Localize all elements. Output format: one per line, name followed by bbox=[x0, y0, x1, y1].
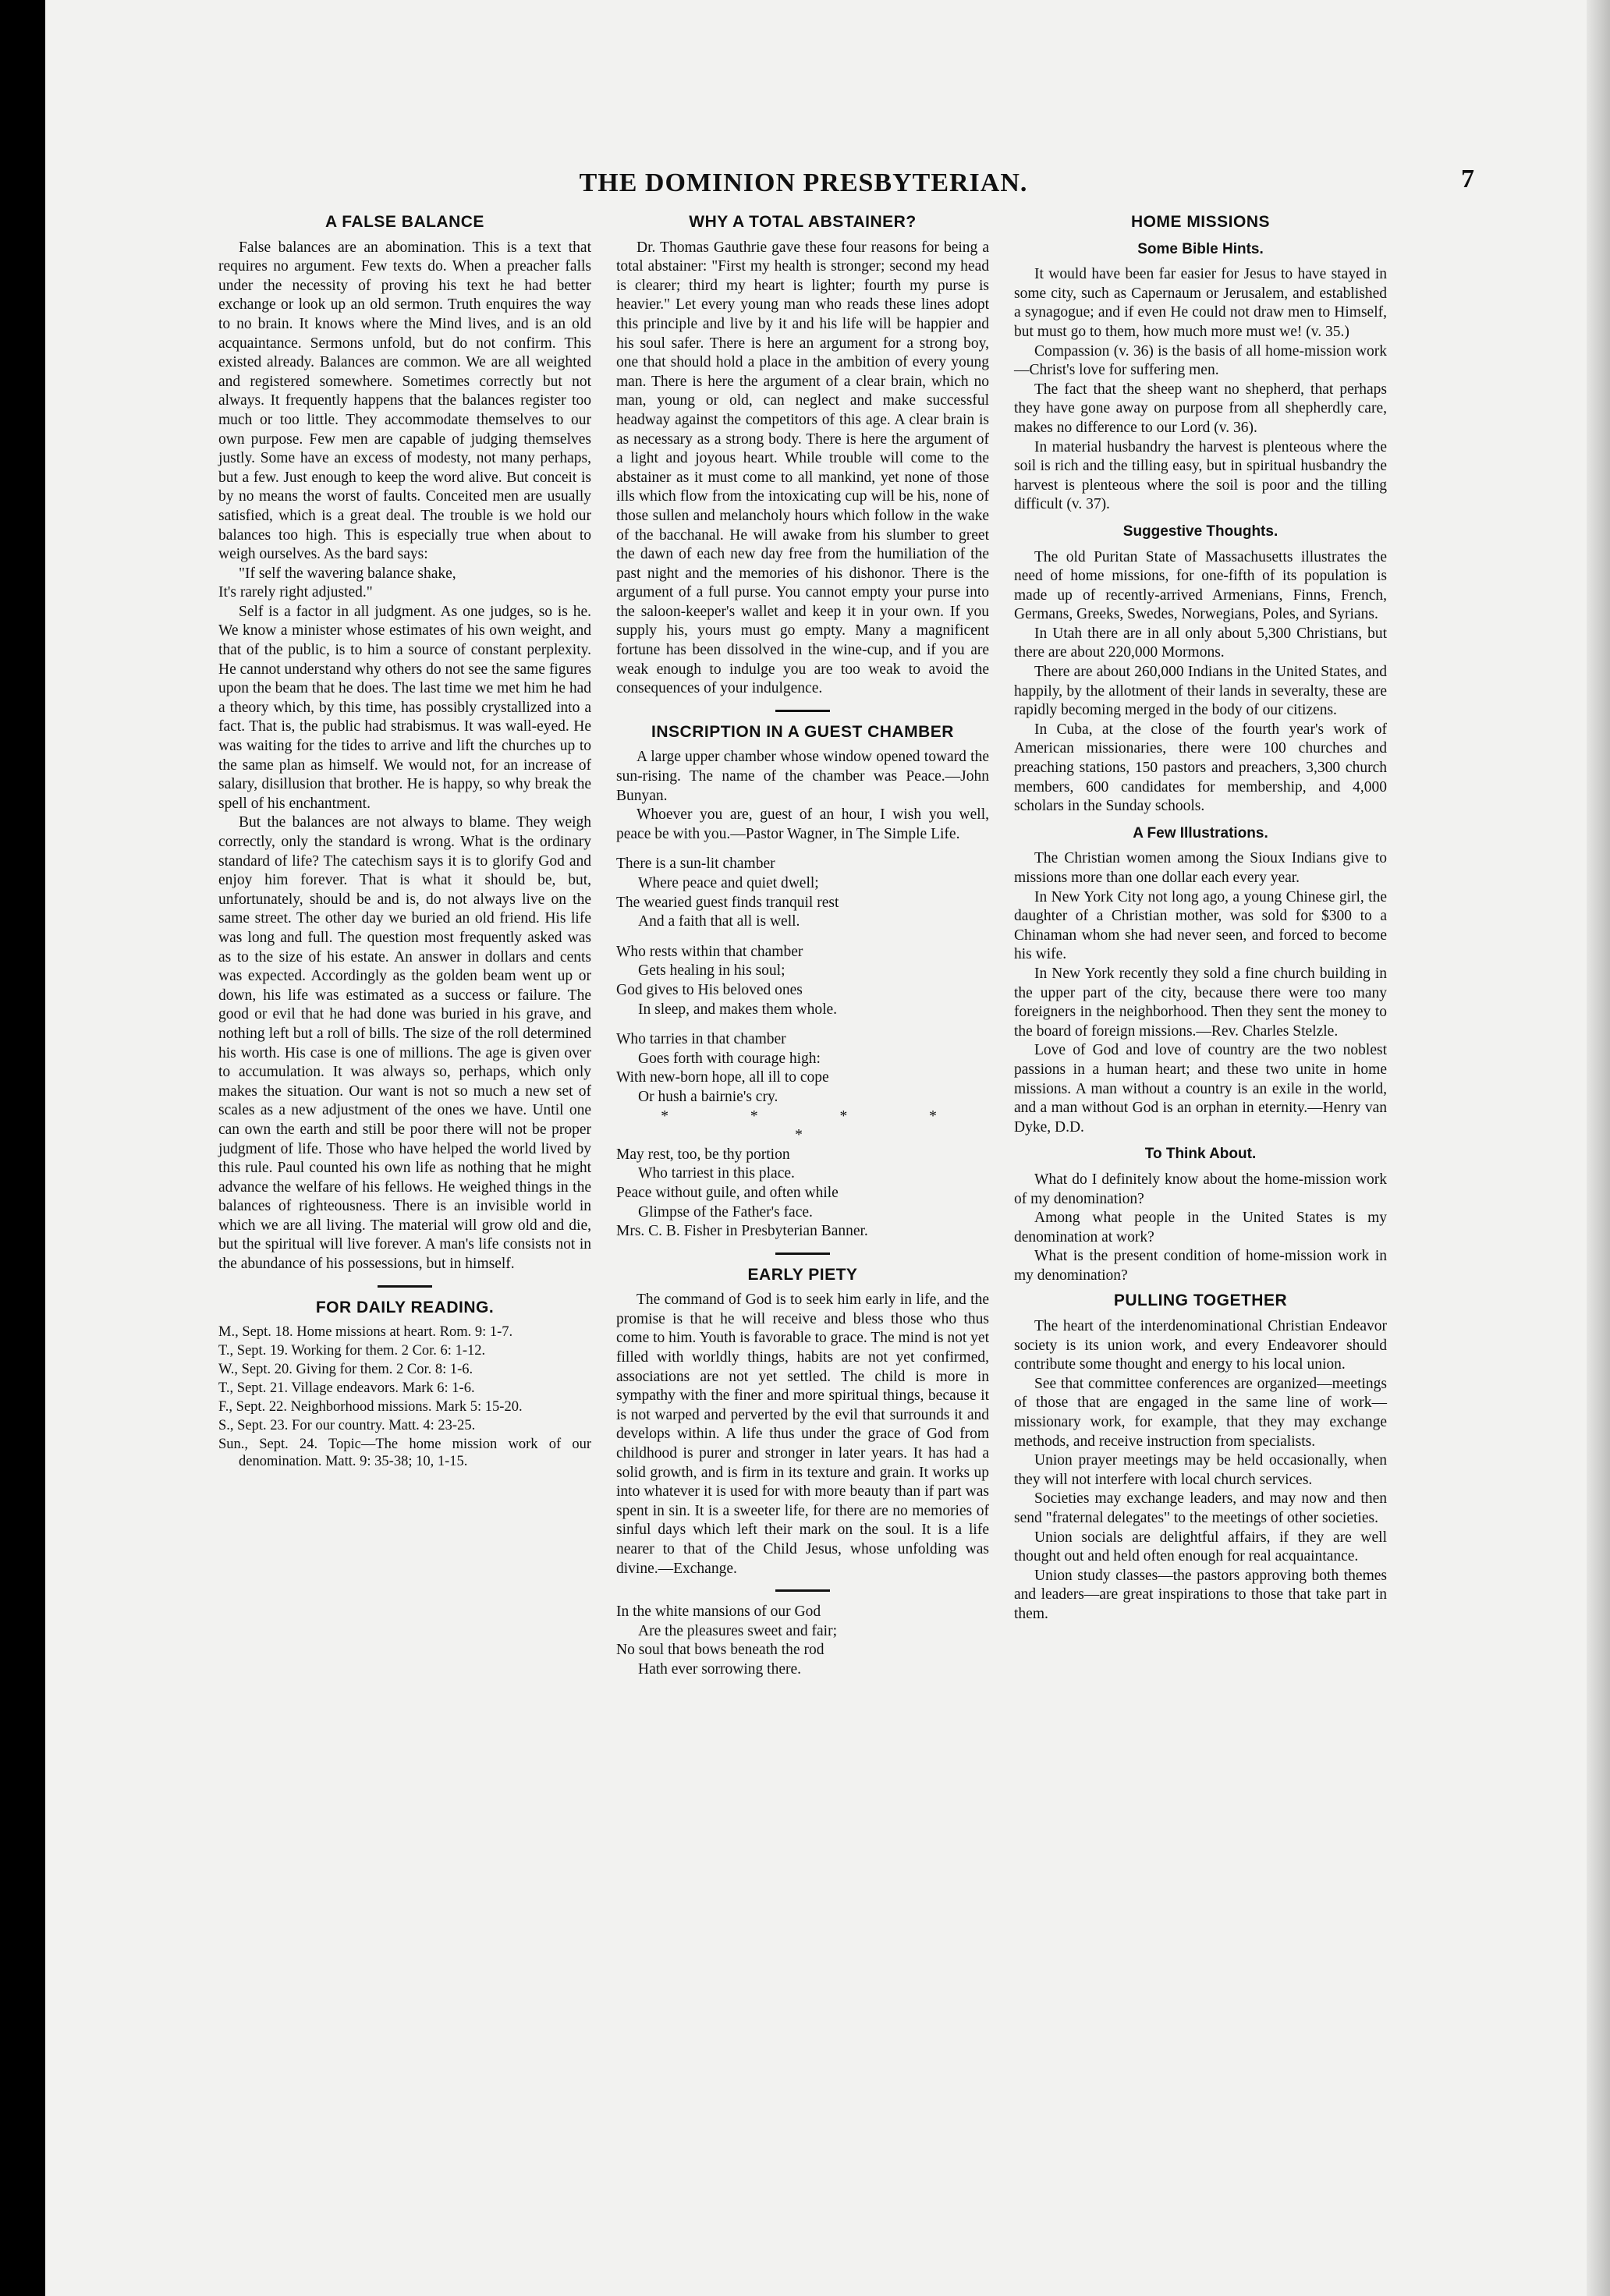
bible-hint-paragraph: In material husbandry the harvest is plenteous where the soil is rich and the tilling easy, but in spiritual husbandry the harvest is plenteous where the soil is poor and the tilling difficult (v. 37). bbox=[1014, 438, 1387, 513]
false-balance-heading: A FALSE BALANCE bbox=[325, 213, 484, 231]
bible-hints-heading: Some Bible Hints. bbox=[1137, 240, 1264, 257]
publication-title: THE DOMINION PRESBYTERIAN. bbox=[579, 168, 1028, 197]
illustration-paragraph: In New York recently they sold a fine church building in the upper part of the city, because there were too many foreigners in the neighborhood. Then they sent the money to the board of foreign missions.—Rev. Charles Stelzle. bbox=[1014, 965, 1387, 1040]
poem-line: And a faith that all is well. bbox=[638, 913, 800, 930]
reading-row: T., Sept. 19. Working for them. 2 Cor. 6: 1-12. bbox=[218, 1343, 486, 1359]
inscription-poem bbox=[616, 855, 989, 1241]
abstainer-heading: WHY A TOTAL ABSTAINER? bbox=[689, 213, 917, 231]
poem-line: Glimpse of the Father's face. bbox=[638, 1203, 813, 1221]
suggestive-paragraph: There are about 260,000 Indians in the United States, and happily, by the allotment of their lands in severalty, these are rapidly becoming merged in the body of our citizens. bbox=[1014, 664, 1387, 719]
daily-reading-list bbox=[218, 1323, 591, 1470]
poem-line: Goes forth with courage high: bbox=[638, 1050, 821, 1067]
reading-row: Sun., Sept. 24. Topic—The home mission work of our denomination. Matt. 9: 35-38; 10, 1-15. bbox=[218, 1437, 591, 1470]
pulling-together-paragraph: Union socials are delightful affairs, if they are well thought out and held often enough for real acquaintance. bbox=[1014, 1529, 1387, 1565]
reading-row: W., Sept. 20. Giving for them. 2 Cor. 8: 1-6. bbox=[218, 1362, 473, 1378]
reading-row: M., Sept. 18. Home missions at heart. Rom. 9: 1-7. bbox=[218, 1324, 513, 1341]
pulling-together-paragraph: Societies may exchange leaders, and may now and then send "fraternal delegates" to the meetings of other societies. bbox=[1014, 1490, 1387, 1526]
pulling-together-paragraph: The heart of the interdenominational Christian Endeavor society is its union work, and every Endeavorer should contribute some thought and energy to his local union. bbox=[1014, 1318, 1387, 1373]
reading-row: T., Sept. 21. Village endeavors. Mark 6: 1-6. bbox=[218, 1380, 475, 1397]
think-about-question: Among what people in the United States is my denomination at work? bbox=[1014, 1210, 1387, 1245]
suggestive-paragraph: The old Puritan State of Massachusetts illustrates the need of home missions, for one-fifth of its population is made up of recently-arrived Armenians, Finns, French, Germans, Greeks, Swedes, Norwegians, Poles, and Syrians. bbox=[1014, 548, 1387, 623]
suggestive-paragraph: In Cuba, at the close of the fourth year's work of American missionaries, there were 100 churches and preaching stations, 150 pastors and preachers, 3,300 church members, 600 candidates for membership, and 4,000 scholars in the Sunday schools. bbox=[1014, 721, 1387, 815]
false-balance-paragraph: Self is a factor in all judgment. As one judges, so is he. We know a minister whose estimates of his own weight, and that of the public, is to him a source of constant perplexity. He cannot understand why others do not see the same figures upon the beam that he does. The last time we met him he had a theory which, by this time, has possibly crystallized into a fact. That is, the public had strabismus. It was wall-eyed. He was waiting for the tides to arrive and lift the churches up to the same plan as himself. We would not, for an increase of salary, disillusion that brother. He is happy, so why break the spell of his enchantment. bbox=[218, 603, 591, 812]
poem-line: Gets healing in his soul; bbox=[638, 962, 785, 980]
column-2 bbox=[616, 207, 989, 1680]
poem-line: Where peace and quiet dwell; bbox=[638, 875, 819, 891]
bible-hint-paragraph: It would have been far easier for Jesus to have stayed in some city, such as Capernaum or Jerusalem, and established a synagogue; and if even He could not draw men to Himself, but must go to them, how much more must we! (v. 35.) bbox=[1014, 266, 1387, 340]
poem-line: Who rests within that chamber bbox=[616, 943, 803, 960]
section-divider bbox=[775, 710, 830, 712]
quote-line: It's rarely right adjusted." bbox=[218, 584, 373, 601]
scan-left-margin bbox=[0, 0, 45, 2296]
illustrations-heading: A Few Illustrations. bbox=[1133, 824, 1268, 842]
bard-quote bbox=[218, 565, 591, 603]
suggestive-thoughts-heading: Suggestive Thoughts. bbox=[1122, 523, 1278, 540]
false-balance-paragraph: But the balances are not always to blame. They weigh correctly, only the standard is wrong. What is the ordinary standard of life? The catechism says it is to glorify God and enjoy him forever. That is what it should be, but, unfortunately, should be and is, do not always live on the same street. The other day we buried an old friend. His life was long and full. The question most frequently asked was as to the size of his estate. An answer in dollars and cents was expected. Accordingly as the golden beam went up or down, his life was estimated as a success or failure. The good or evil that he had done was buried in his grave, and nothing left but a roll of bills. The size of the roll determined his worth. His case is one of millions. The age is given over to accumulation. It was always so, perhaps, which only makes the situation. Our want is not so much a new set of scales as a new adjustment of the ones we have. Until one can own the earth and still be poor there will not be proper judgment of life. Those who have helped the world lived by this rule. Paul counted his own life as nothing that he might advance the welfare of his fellows. He weighed things in the balances of righteousness. There is an invisible world in which we are all living. The material will grow old and die, but the spiritual will live forever. A man's life consists not in the abundance of his possessions, but in himself. bbox=[218, 814, 591, 1273]
poem-line: The wearied guest finds tranquil rest bbox=[616, 894, 839, 911]
column-1 bbox=[218, 207, 591, 1472]
poem-line: There is a sun-lit chamber bbox=[616, 856, 775, 873]
poem-line: Who tarriest in this place. bbox=[638, 1165, 795, 1182]
pulling-together-heading: PULLING TOGETHER bbox=[1113, 1292, 1288, 1310]
poem-line: May rest, too, be thy portion bbox=[616, 1146, 790, 1163]
quote-line: "If self the wavering balance shake, bbox=[239, 565, 456, 582]
verse-line: In the white mansions of our God bbox=[616, 1603, 821, 1621]
illustration-paragraph: Love of God and love of country are the two noblest passions in a human heart; and these two unite in home missions. A man without a country is an exile in the world, and a man without God is an orphan in eternity.—Henry van Dyke, D.D. bbox=[1014, 1042, 1387, 1136]
section-divider bbox=[775, 1589, 830, 1592]
inscription-intro: A large upper chamber whose window opened toward the sun-rising. The name of the chamber was Peace.—John Bunyan. bbox=[616, 749, 989, 804]
poem-line: Who tarries in that chamber bbox=[616, 1031, 786, 1048]
poem-line: Peace without guile, and often while bbox=[616, 1184, 839, 1201]
reading-row: S., Sept. 23. For our country. Matt. 4: 23-25. bbox=[218, 1418, 476, 1434]
scan-right-edge bbox=[1587, 0, 1610, 2296]
bible-hint-paragraph: Compassion (v. 36) is the basis of all home-mission work—Christ's love for suffering men. bbox=[1014, 342, 1387, 379]
column-3 bbox=[1014, 207, 1387, 1625]
pulling-together-paragraph: Union prayer meetings may be held occasionally, when they will not interfere with local church services. bbox=[1014, 1452, 1387, 1488]
suggestive-paragraph: In Utah there are in all only about 5,300 Christians, but there are about 220,000 Mormons. bbox=[1014, 625, 1387, 661]
false-balance-paragraph: False balances are an abomination. This is a text that requires no argument. Few texts do. When a preacher falls under the necessity of proving his text he had better exchange or look up an old sermon. Truth enquires the way to no brain. It knows where the Mind lives, and is an old acquaintance. Sermons unfold, but do not confirm. This existed already. Balances are common. We are all weighted and registered somewhere. Sometimes correctly but not always. It frequently happens that the balances register too much or too little. They accommodate themselves to our own purpose. Few men are capable of judging themselves justly. Some have an excess of modesty, not many perhaps, but a few. Just enough to keep the word alive. But conceit is by no means the worst of faults. Conceited men are usually satisfied, which is a great deal. The trouble is we hold our balances too high. This is especially true when about to weigh ourselves. As the bard says: bbox=[218, 239, 591, 563]
bible-hint-paragraph: The fact that the sheep want no shepherd, that perhaps they have gone away on purpose from all shepherdly care, makes no difference to our Lord (v. 36). bbox=[1014, 381, 1387, 436]
pulling-together-paragraph: See that committee conferences are organized—meetings of those that are engaged in the same line of work—missionary work, for example, that they may exchange methods, and receive instruction from specialists. bbox=[1014, 1375, 1387, 1450]
abstainer-paragraph: Dr. Thomas Gauthrie gave these four reasons for being a total abstainer: "First my health is stronger; second my head is clearer; third my heart is lighter; fourth my purse is heavier." Let every young man who reads these lines adopt this principle and live by it and his life will be happier and his soul safer. There is here an argument for a strong boy, one that should hold a place in the ambition of every young man. There is here the argument of a clear brain, which no man, young or old, can neglect and make successful headway against the competitors of this age. A clear brain is as necessary as a strong body. There is here the argument of a light and joyous heart. While trouble will come to the abstainer as it must come to all mankind, yet none of those ills which flow from the intoxicating cup will be his, none of those sullen and melancholy hours which follow in the wake of the bacchanal. He will awake from his slumber to greet the dawn of each new day free from the humiliation of the past night and the memories of his dishonor. There is the argument of a full purse. You cannot empty your purse into the saloon-keeper's wallet and keep it in your own. If you supply his, yours must go empty. Many a magnificent fortune has been dissolved in the wine-cup, and if you are weak enough to indulge you are too weak to avoid the consequences of your indulgence. bbox=[616, 239, 989, 697]
daily-reading-heading: FOR DAILY READING. bbox=[315, 1298, 495, 1316]
closing-verse bbox=[616, 1603, 989, 1679]
newspaper-page bbox=[218, 160, 1474, 2203]
early-piety-heading: EARLY PIETY bbox=[747, 1265, 858, 1284]
home-missions-heading: HOME MISSIONS bbox=[1130, 213, 1271, 231]
reading-row: F., Sept. 22. Neighborhood missions. Mark 5: 15-20. bbox=[218, 1399, 523, 1416]
think-about-heading: To Think About. bbox=[1144, 1146, 1257, 1163]
think-about-question: What is the present condition of home-mission work in my denomination? bbox=[1014, 1248, 1387, 1284]
poem-line: In sleep, and makes them whole. bbox=[638, 1001, 838, 1018]
verse-line: Hath ever sorrowing there. bbox=[638, 1660, 802, 1678]
masthead bbox=[218, 160, 1474, 207]
poem-line: Or hush a bairnie's cry. bbox=[638, 1088, 778, 1105]
section-divider bbox=[378, 1285, 432, 1288]
verse-line: Are the pleasures sweet and fair; bbox=[638, 1622, 838, 1639]
inscription-heading: INSCRIPTION IN A GUEST CHAMBER bbox=[651, 722, 954, 741]
think-about-question: What do I definitely know about the home-mission work of my denomination? bbox=[1014, 1171, 1387, 1207]
section-divider bbox=[775, 1253, 830, 1255]
poem-line: With new-born hope, all ill to cope bbox=[616, 1069, 829, 1086]
early-piety-paragraph: The command of God is to seek him early in life, and the promise is that he will receive and bless those who thus come to him. Youth is favorable to grace. The mind is not yet filled with worldly things, habits are not yet confirmed, associations are not yet settled. The child is more in sympathy with the finer and more spiritual things, because it is not warped and perverted by the evil that surrounds it and develops within. A life thus under the grace of God from childhood is purer and stronger in later years. It has had a solid growth, and is firm in its texture and grain. It works up into whatever it is used for with more beauty than if part was spent in sin. It is a sweeter life, for there are no memories of sinful days which left their mark on the soul. It is a life nearer to that of the Child Jesus, whose unfolding was divine.—Exchange. bbox=[616, 1292, 989, 1577]
illustration-paragraph: In New York City not long ago, a young Chinese girl, the daughter of a Christian mother, was sold for $300 to a Chinaman whom she had never seen, and forced to become his wife. bbox=[1014, 888, 1387, 963]
poem-attribution: Mrs. C. B. Fisher in Presbyterian Banner. bbox=[616, 1223, 868, 1240]
illustration-paragraph: The Christian women among the Sioux Indians give to missions more than one dollar each every year. bbox=[1014, 850, 1387, 886]
page-number: 7 bbox=[1461, 165, 1474, 193]
inscription-intro: Whoever you are, guest of an hour, I wish you well, peace be with you.—Pastor Wagner, in The Simple Life. bbox=[616, 806, 989, 842]
poem-line: God gives to His beloved ones bbox=[616, 981, 803, 998]
stanza-separator-stars: * * * * * bbox=[661, 1107, 976, 1144]
pulling-together-paragraph: Union study classes—the pastors approving both themes and leaders—are great inspirations to those that take part in them. bbox=[1014, 1567, 1387, 1622]
verse-line: No soul that bows beneath the rod bbox=[616, 1642, 825, 1659]
